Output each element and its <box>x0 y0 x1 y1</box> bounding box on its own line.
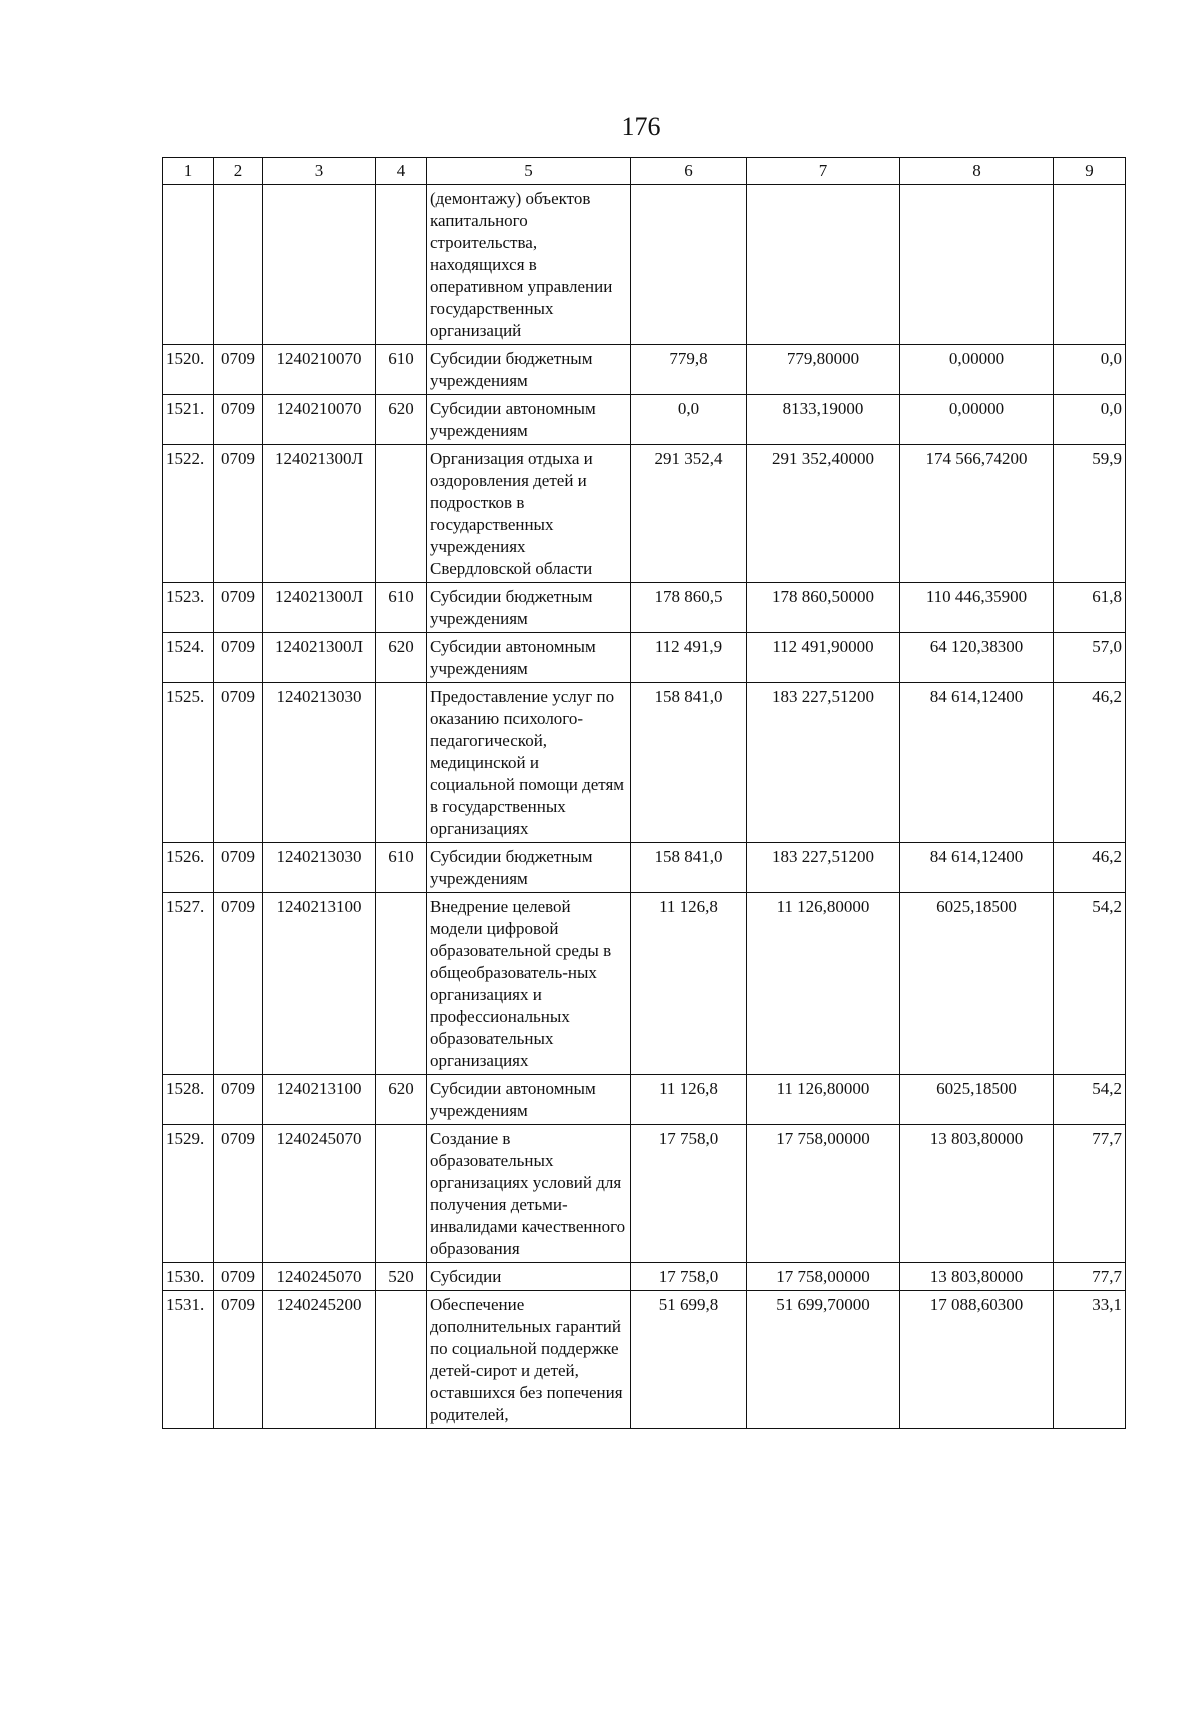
value-col-8 <box>900 185 1054 345</box>
table-row <box>163 445 1126 583</box>
value-col-6 <box>631 185 747 345</box>
expense-type-code <box>376 1291 427 1429</box>
description: (демонтажу) объектов капитального строительства, находящихся в оперативном управлении государственных организаций <box>427 185 631 345</box>
page-number: 176 <box>621 112 661 141</box>
value-col-7: 291 352,40000 <box>747 445 900 583</box>
target-code: 1240210070 <box>263 345 376 395</box>
row-number: 1524. <box>163 633 214 683</box>
percent: 0,0 <box>1054 395 1126 445</box>
expense-type-code: 610 <box>376 345 427 395</box>
value-col-7: 8133,19000 <box>747 395 900 445</box>
column-header-3: 3 <box>263 158 376 185</box>
target-code: 1240213030 <box>263 843 376 893</box>
table-row <box>163 185 1126 345</box>
value-col-7: 17 758,00000 <box>747 1125 900 1263</box>
target-code: 1240210070 <box>263 395 376 445</box>
row-number: 1523. <box>163 583 214 633</box>
target-code: 1240245200 <box>263 1291 376 1429</box>
section-code: 0709 <box>214 583 263 633</box>
percent: 33,1 <box>1054 1291 1126 1429</box>
percent: 57,0 <box>1054 633 1126 683</box>
value-col-8: 17 088,60300 <box>900 1291 1054 1429</box>
row-number: 1525. <box>163 683 214 843</box>
value-col-7: 183 227,51200 <box>747 843 900 893</box>
expense-type-code: 610 <box>376 583 427 633</box>
row-number: 1527. <box>163 893 214 1075</box>
target-code <box>263 185 376 345</box>
value-col-8: 13 803,80000 <box>900 1263 1054 1291</box>
row-number: 1528. <box>163 1075 214 1125</box>
value-col-8: 110 446,35900 <box>900 583 1054 633</box>
column-header-7: 7 <box>747 158 900 185</box>
column-number-row <box>163 158 1126 185</box>
table-row <box>163 1125 1126 1263</box>
expense-type-code <box>376 683 427 843</box>
table-row <box>163 1263 1126 1291</box>
description: Субсидии бюджетным учреждениям <box>427 583 631 633</box>
description: Субсидии автономным учреждениям <box>427 395 631 445</box>
description: Субсидии <box>427 1263 631 1291</box>
value-col-6: 112 491,9 <box>631 633 747 683</box>
value-col-6: 51 699,8 <box>631 1291 747 1429</box>
value-col-7 <box>747 185 900 345</box>
value-col-8: 84 614,12400 <box>900 683 1054 843</box>
value-col-8: 0,00000 <box>900 395 1054 445</box>
table-row <box>163 893 1126 1075</box>
value-col-7: 183 227,51200 <box>747 683 900 843</box>
section-code: 0709 <box>214 1125 263 1263</box>
value-col-8: 84 614,12400 <box>900 843 1054 893</box>
table-row <box>163 683 1126 843</box>
value-col-7: 11 126,80000 <box>747 1075 900 1125</box>
target-code: 124021300Л <box>263 445 376 583</box>
row-number: 1531. <box>163 1291 214 1429</box>
section-code: 0709 <box>214 1291 263 1429</box>
value-col-7: 11 126,80000 <box>747 893 900 1075</box>
percent: 59,9 <box>1054 445 1126 583</box>
table-row <box>163 633 1126 683</box>
expense-type-code <box>376 445 427 583</box>
value-col-8: 174 566,74200 <box>900 445 1054 583</box>
table-row <box>163 1291 1126 1429</box>
row-number: 1522. <box>163 445 214 583</box>
value-col-7: 779,80000 <box>747 345 900 395</box>
value-col-8: 0,00000 <box>900 345 1054 395</box>
percent: 77,7 <box>1054 1125 1126 1263</box>
value-col-6: 17 758,0 <box>631 1263 747 1291</box>
description: Субсидии бюджетным учреждениям <box>427 843 631 893</box>
expense-type-code <box>376 893 427 1075</box>
value-col-6: 779,8 <box>631 345 747 395</box>
expense-type-code: 620 <box>376 1075 427 1125</box>
section-code: 0709 <box>214 843 263 893</box>
section-code: 0709 <box>214 893 263 1075</box>
row-number: 1530. <box>163 1263 214 1291</box>
row-number: 1520. <box>163 345 214 395</box>
column-header-1: 1 <box>163 158 214 185</box>
description: Создание в образовательных организациях условий для получения детьми-инвалидами качественного образования <box>427 1125 631 1263</box>
percent: 54,2 <box>1054 893 1126 1075</box>
expense-type-code: 520 <box>376 1263 427 1291</box>
description: Субсидии автономным учреждениям <box>427 1075 631 1125</box>
target-code: 1240213100 <box>263 1075 376 1125</box>
row-number: 1529. <box>163 1125 214 1263</box>
value-col-7: 112 491,90000 <box>747 633 900 683</box>
target-code: 1240213100 <box>263 893 376 1075</box>
target-code: 124021300Л <box>263 583 376 633</box>
value-col-6: 17 758,0 <box>631 1125 747 1263</box>
percent: 46,2 <box>1054 843 1126 893</box>
value-col-8: 13 803,80000 <box>900 1125 1054 1263</box>
percent: 0,0 <box>1054 345 1126 395</box>
value-col-6: 11 126,8 <box>631 1075 747 1125</box>
table-row <box>163 1075 1126 1125</box>
percent: 77,7 <box>1054 1263 1126 1291</box>
value-col-6: 291 352,4 <box>631 445 747 583</box>
value-col-7: 17 758,00000 <box>747 1263 900 1291</box>
expense-type-code: 610 <box>376 843 427 893</box>
expense-type-code <box>376 185 427 345</box>
value-col-6: 158 841,0 <box>631 683 747 843</box>
row-number: 1521. <box>163 395 214 445</box>
expense-type-code <box>376 1125 427 1263</box>
section-code: 0709 <box>214 395 263 445</box>
budget-table <box>162 157 1126 1429</box>
row-number <box>163 185 214 345</box>
value-col-7: 178 860,50000 <box>747 583 900 633</box>
table-row <box>163 843 1126 893</box>
table-row <box>163 345 1126 395</box>
value-col-6: 158 841,0 <box>631 843 747 893</box>
target-code: 124021300Л <box>263 633 376 683</box>
value-col-6: 11 126,8 <box>631 893 747 1075</box>
column-header-5: 5 <box>427 158 631 185</box>
row-number: 1526. <box>163 843 214 893</box>
value-col-8: 64 120,38300 <box>900 633 1054 683</box>
description: Субсидии бюджетным учреждениям <box>427 345 631 395</box>
percent: 46,2 <box>1054 683 1126 843</box>
value-col-8: 6025,18500 <box>900 893 1054 1075</box>
percent <box>1054 185 1126 345</box>
expense-type-code: 620 <box>376 395 427 445</box>
description: Субсидии автономным учреждениям <box>427 633 631 683</box>
value-col-6: 0,0 <box>631 395 747 445</box>
value-col-7: 51 699,70000 <box>747 1291 900 1429</box>
section-code: 0709 <box>214 445 263 583</box>
target-code: 1240245070 <box>263 1263 376 1291</box>
section-code: 0709 <box>214 1263 263 1291</box>
description: Предоставление услуг по оказанию психолого-педагогической, медицинской и социальной помощи детям в государственных организациях <box>427 683 631 843</box>
value-col-6: 178 860,5 <box>631 583 747 633</box>
percent: 54,2 <box>1054 1075 1126 1125</box>
section-code: 0709 <box>214 633 263 683</box>
column-header-6: 6 <box>631 158 747 185</box>
section-code <box>214 185 263 345</box>
table-row <box>163 395 1126 445</box>
percent: 61,8 <box>1054 583 1126 633</box>
description: Внедрение целевой модели цифровой образовательной среды в общеобразователь-ных организациях и профессиональных образовательных организациях <box>427 893 631 1075</box>
column-header-9: 9 <box>1054 158 1126 185</box>
table-row <box>163 583 1126 633</box>
column-header-8: 8 <box>900 158 1054 185</box>
target-code: 1240213030 <box>263 683 376 843</box>
section-code: 0709 <box>214 683 263 843</box>
column-header-4: 4 <box>376 158 427 185</box>
description: Организация отдыха и оздоровления детей и подростков в государственных учреждениях Свердловской области <box>427 445 631 583</box>
section-code: 0709 <box>214 1075 263 1125</box>
expense-type-code: 620 <box>376 633 427 683</box>
value-col-8: 6025,18500 <box>900 1075 1054 1125</box>
section-code: 0709 <box>214 345 263 395</box>
description: Обеспечение дополнительных гарантий по социальной поддержке детей-сирот и детей, оставшихся без попечения родителей, <box>427 1291 631 1429</box>
target-code: 1240245070 <box>263 1125 376 1263</box>
column-header-2: 2 <box>214 158 263 185</box>
